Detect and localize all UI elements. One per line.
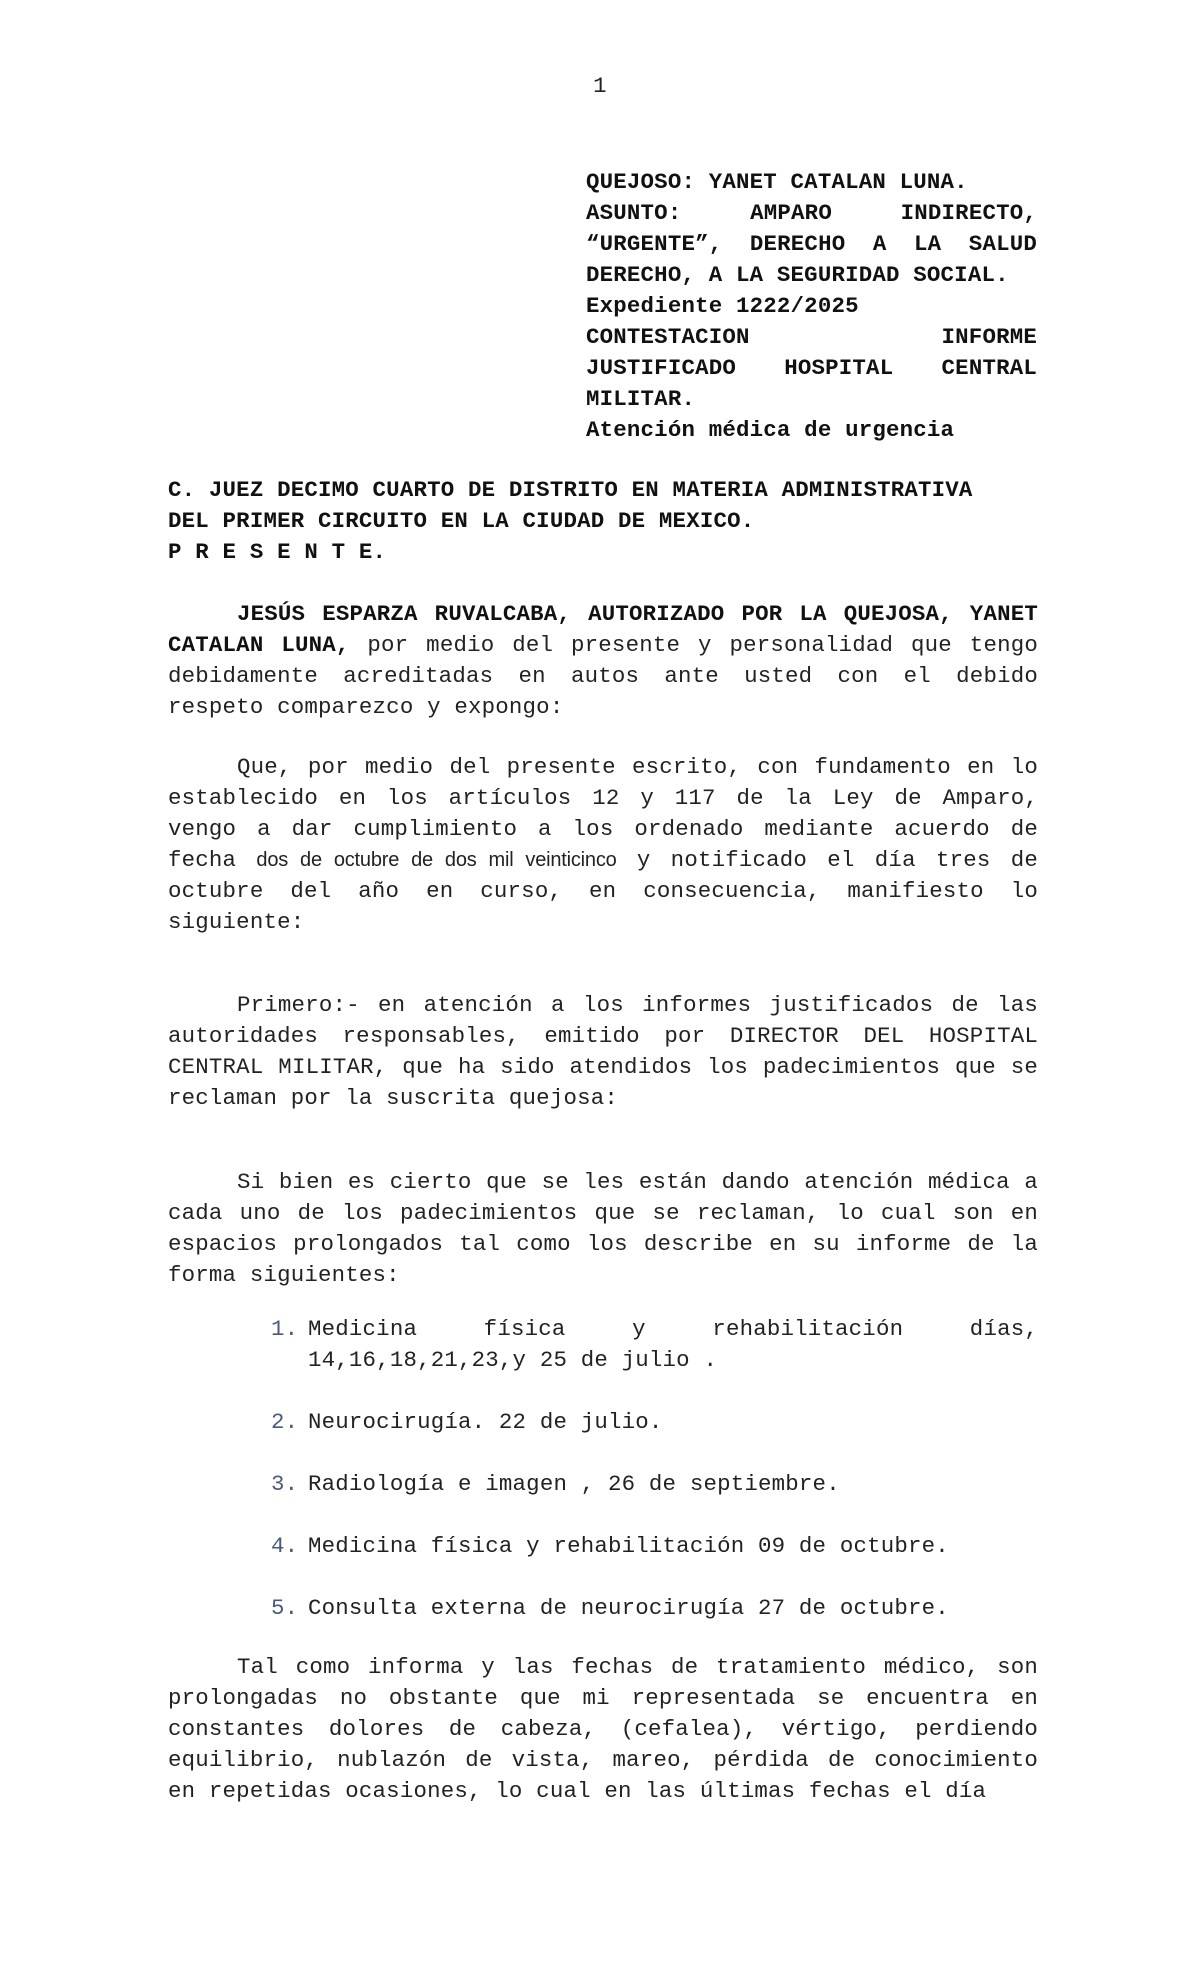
contestacion-line-3: MILITAR. [586,386,696,412]
list-text: Neurocirugía. 22 de julio. [308,1409,663,1435]
contestacion-word: CONTESTACION [586,324,750,350]
list-item [168,1314,1038,1376]
expediente-line: Expediente 1222/2025 [586,293,859,319]
appointments-list [168,1314,1038,1624]
paragraph-text: y notificado el día tres de octubre del año en curso, en consecuencia, manifiesto lo siguiente: [168,847,1038,935]
list-number: 1. [271,1316,299,1342]
asunto-line-3: DERECHO, A LA SEGURIDAD SOCIAL. [586,262,1009,288]
list-item [168,1531,1038,1562]
list-number: 4. [271,1533,299,1559]
inline-date: dos de octubre de dos mil veinticinco [256,849,617,871]
case-header [586,167,1037,446]
intro-bold-text: JESÚS ESPARZA RUVALCABA, AUTORIZADO POR LA QUEJOSA, YANET CATALAN LUNA, [168,601,1038,658]
asunto-word: ASUNTO: [586,200,682,226]
addressee-line-3: P R E S E N T E. [168,539,387,565]
intro-paragraph [168,599,1038,723]
list-text: Consulta externa de neurocirugía 27 de octubre. [308,1595,949,1621]
list-text: Medicina física y rehabilitación días, 14,16,18,21,23,y 25 de julio . [308,1316,1038,1373]
contestacion-line-2 [586,353,1037,384]
paragraph-text: Que, por medio del presente escrito, con fundamento en lo establecido en los artículos 12 y 117 de la Ley de Amparo, vengo a dar cumplimiento a los ordenado mediante acuerdo de fecha [168,754,1038,873]
addressee-line-2: DEL PRIMER CIRCUITO EN LA CIUDAD DE MEXICO. [168,508,755,534]
asunto-word: INDIRECTO, [900,200,1038,226]
contestacion-word: JUSTIFICADO [586,355,737,381]
contestacion-line-1 [586,322,1037,353]
paragraph-tal-como: Tal como informa y las fechas de tratamiento médico, son prolongadas no obstante que mi representada se encuentra en constantes dolores de cabeza, (cefalea), vértigo, perdiendo equilibrio, nublazón de vista, mareo, pérdida de conocimiento en repetidas ocasiones, lo cual en las últimas fechas el día [168,1654,1038,1804]
addressee-block [168,475,1038,568]
list-item [168,1407,1038,1438]
atencion-line: Atención médica de urgencia [586,417,955,443]
contestacion-word: INFORME [941,324,1037,350]
asunto-line-2: “URGENTE”, DERECHO A LA SALUD [586,231,1037,257]
quejoso-line: QUEJOSO: YANET CATALAN LUNA. [586,169,968,195]
contestacion-word: HOSPITAL [784,355,894,381]
list-text: Radiología e imagen , 26 de septiembre. [308,1471,840,1497]
list-number: 5. [271,1595,299,1621]
paragraph-si-bien: Si bien es cierto que se les están dando atención médica a cada uno de los padecimientos que se reclaman, lo cual son en espacios prolongados tal como los describe en su informe de la forma siguientes: [168,1169,1038,1288]
asunto-line-1 [586,198,1037,229]
list-item [168,1469,1038,1500]
addressee-line-1: C. JUEZ DECIMO CUARTO DE DISTRITO EN MATERIA ADMINISTRATIVA [168,477,973,503]
page-number: 1 [593,73,607,99]
list-number: 2. [271,1409,299,1435]
paragraph-primero: Primero:- en atención a los informes justificados de las autoridades responsables, emitido por DIRECTOR DEL HOSPITAL CENTRAL MILITAR, que ha sido atendidos los padecimientos que se reclaman por la suscrita quejosa: [168,992,1038,1111]
asunto-word: AMPARO [750,200,832,226]
intro-text: por medio del presente y personalidad que tengo debidamente acreditadas en autos ante usted con el debido respeto comparezco y expongo: [168,632,1038,720]
list-number: 3. [271,1471,299,1497]
list-text: Medicina física y rehabilitación 09 de octubre. [308,1533,949,1559]
paragraph-fundamento [168,752,1038,938]
contestacion-word: CENTRAL [941,355,1038,381]
list-item [168,1593,1038,1624]
